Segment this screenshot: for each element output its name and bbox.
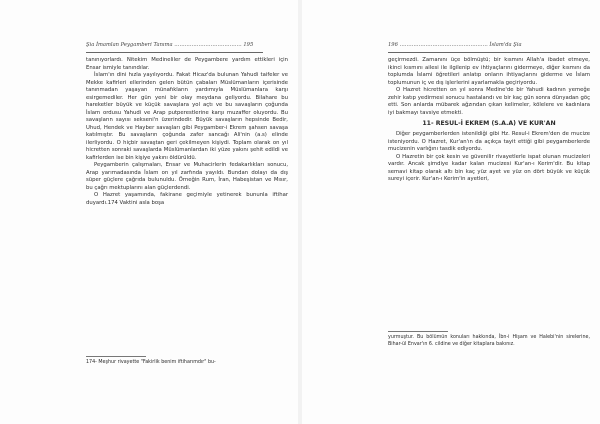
right-page-body bbox=[388, 57, 590, 184]
right-header-title: İslam'da Şia bbox=[489, 42, 522, 48]
left-page-number: 195 bbox=[243, 42, 254, 48]
section-heading: 11- RESUL-İ EKREM (S.A.A) VE KUR'AN bbox=[422, 120, 556, 127]
right-footnote: yurmuştur. Bu bölümün konuları hakkında, İbn-i Hişam ve Halebi'nin sirelerine, Bihar-ül Envar'ın 6. cildine ve diğer kitaplara bakınız. bbox=[388, 335, 590, 347]
left-paragraph-2: İslam'ın dini hızla yayılıyordu. Fakat Hicaz'da bulunan Yahudi taifeler ve Mekke kafirleri ellerinden gelen bütün çabaları Müslümanların içerisinde tanınmadan yaşayan münafıkların yardımıyla Müslümanlara karşı esirgemediler. Her gün yeni bir olay meydana geliyordu. Bilahare bu hareketler büyük ve küçük savaşlara yol açtı ve bu savaşların çoğunda İslam ordusu Yahudi ve Arap putperestlerine karşı muzaffer oluyordu. Bu savaşların sayısı sekseni'n üzerindedir. Büyük savaşların hepsinde Bedir, Uhud, Hendek ve Hayber savaşları gibi Peygamber-i Ekrem şahsen savaşa katılmıştır. Bu savaşların çoğunda zafer sancağı Ali'nin (a.s) elinde ilerliyordu. O hiçbir savaştan geri çekilmeyen kişiydi. Toplam olarak on yıl hicretten sonraki savaşlarda Müslümanlardan iki yüze yakını şehit edildi ve kafirlerden ise bin kişiye yakını öldürüldü. bbox=[86, 72, 288, 161]
right-footnote-rule bbox=[388, 331, 448, 332]
left-header-rule bbox=[86, 52, 263, 53]
left-paragraph-4: O Hazret yaşamında, fakirane geçimiyle yetinerek bununla iftihar duyardı.174 Vaktini asla boşa bbox=[86, 192, 288, 206]
left-header-title: Şia İmamlan Peygamberi Tanıma bbox=[86, 42, 173, 48]
right-paragraph-1: geçirmezdi. Zamanını üçe bölmüştü; bir kısmını Allah'a ibadet etmeye, ikinci kısmını ailesi ile ilgilenip ev ihtiyaçlarını gidermeye, diğer kısmını da toplumda İslami öğretileri anlatıp onların ihtiyaçlarını giderme ve İslam toplumunun iç ve dış işlerlerini ayarlamakla geçiriyordu. bbox=[388, 57, 590, 86]
right-header-rule bbox=[388, 52, 590, 53]
left-header-dots: ………………………………… bbox=[174, 42, 242, 48]
right-paragraph-3: Diğer peygamberlerden istenildiği gibi Hz. Resul-i Ekrem'den de mucize isteniyordu. O Hazret, Kur'an'ın da açıkça tayit ettiği gibi peygamberlerde mucizenin varlığını tasdik ediyordu. bbox=[388, 131, 590, 152]
left-footnote: 174- Meşhur rivayette "Fakirlik benim iftiharımdır" bu- bbox=[86, 360, 216, 365]
left-page-header bbox=[86, 42, 253, 48]
right-header-dots: …………………………………………… bbox=[399, 42, 488, 48]
right-paragraph-2: O Hazret hicretten on yıl sonra Medine'de bir Yahudi kadının yemeğe zehir katıp yedirmesi sonucu hastalandı ve bir kaç gün sonra dünyadan göç etti. Son anlarda mübarek ağzından çıkan kelimeler, kölelere ve kadınlara iyi bakmayı tavsiye etmekti. bbox=[388, 87, 590, 116]
left-page bbox=[0, 0, 298, 424]
right-paragraph-4: O Hazretin bir çok kesin ve güvenilir rivayetlerle ispat olunan mucizeleri vardır. Ancak şimdiye kadar kalan mucizesi Kur'an-ı Kerim'dir. Bu kitap semavi kitap olarak altı bin kaç yüz ayet ve yüz on dört büyük ve küçük sureyi içerir. Kur'an-ı Kerim'in ayetleri, bbox=[388, 153, 590, 182]
left-footnote-rule bbox=[86, 356, 146, 357]
right-page bbox=[302, 0, 600, 424]
left-paragraph-1: tanınıyorlardı. Nitekim Medineliler de Peygambere yardım ettikleri için Ensar ismiyle tanındılar. bbox=[86, 57, 288, 71]
right-page-header bbox=[388, 42, 522, 48]
left-page-body bbox=[86, 57, 288, 207]
right-page-number: 196 bbox=[388, 42, 398, 48]
left-paragraph-3: Peygamberin çalışmaları, Ensar ve Muhacirlerin fedakarlıkları sonucu, Arap yarımadasında İslam on yıl zarfında yayıldı. Bundan dolayı da dış süper güçlere çağrıda bulunuldu. Örneğin Rum, İran, Habeşistan ve Mısır, bu çağrı mektuplarını alan güçlerdendi. bbox=[86, 162, 288, 191]
